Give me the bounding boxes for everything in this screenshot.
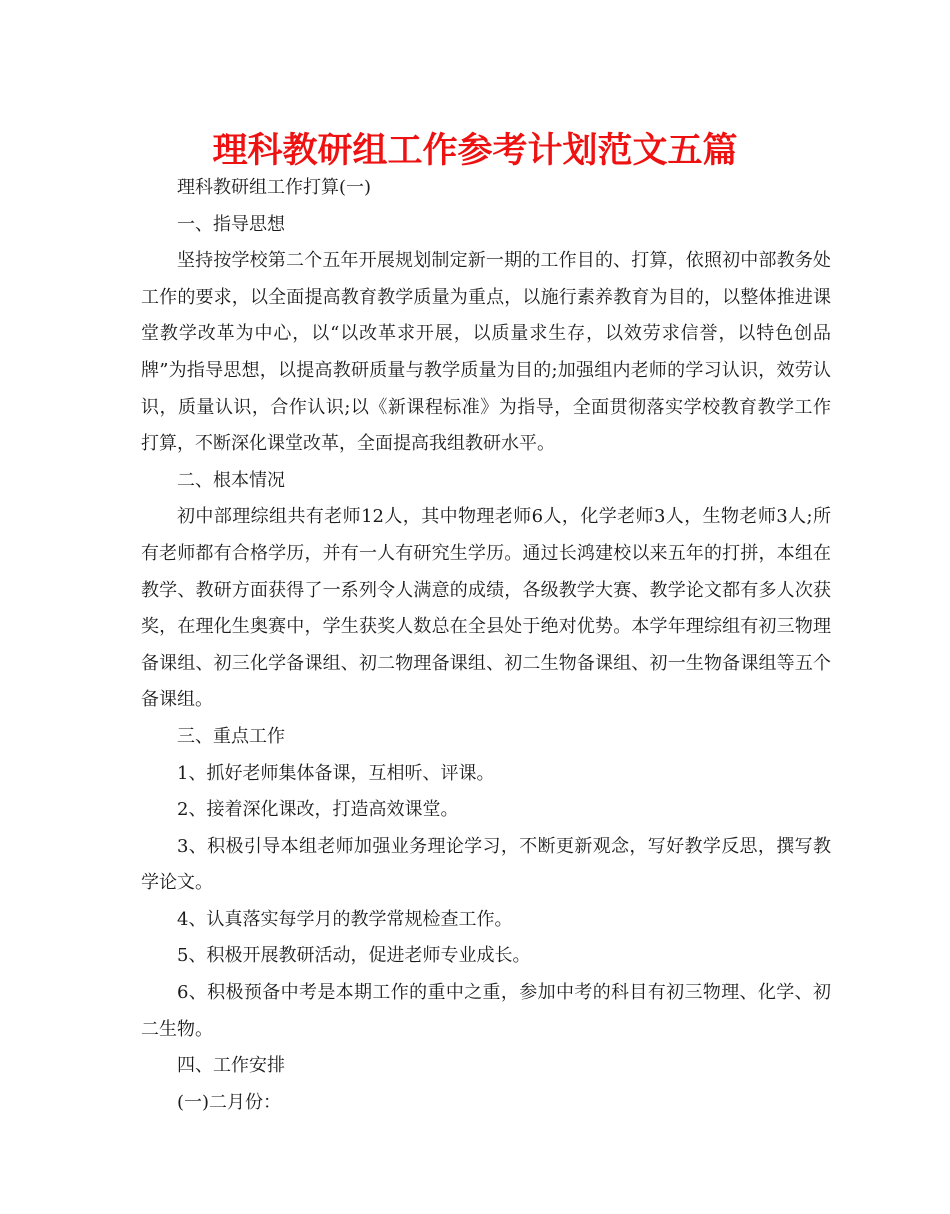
list-item-key-work-4: 4、认真落实每学月的教学常规检查工作。 [177, 908, 513, 930]
list-item-key-work-5: 5、积极开展教研活动，促进老师专业成长。 [177, 945, 531, 967]
section-subtitle: 理科教研组工作打算(一) [177, 177, 372, 198]
document-title: 理科教研组工作参考计划范文五篇 [212, 131, 738, 171]
list-item-key-work-6: 6、积极预备中考是本期工作的重中之重，参加中考的科目有初三物理、化学、初二生物。 [141, 982, 831, 1040]
subsection-heading-february: (一)二月份： [177, 1091, 282, 1113]
section-heading-work-arrangement: 四、工作安排 [177, 1055, 285, 1077]
document-body [141, 170, 831, 1121]
list-item-key-work-1: 1、抓好老师集体备课，互相听、评课。 [177, 762, 495, 784]
paragraph-guiding-ideology: 坚持按学校第二个五年开展规划制定新一期的工作目的、打算，依照初中部教务处工作的要求，以全面提高教育教学质量为重点，以施行素养教育为目的，以整体推进课堂教学改革为中心，以“以改革求开展，以质量求生存，以效劳求信誉，以特色创品牌”为指导思想，以提高教研质量与教学质量为目的;加强组内老师的学习认识，效劳认识，质量认识，合作认识;以《新课程标准》为指导，全面贯彻落实学校教育教学工作打算，不断深化课堂改革，全面提高我组教研水平。 [141, 250, 831, 455]
section-heading-guiding-ideology: 一、指导思想 [177, 213, 285, 235]
paragraph-basic-situation: 初中部理综组共有老师12人，其中物理老师6人，化学老师3人，生物老师3人;所有老师都有合格学历，并有一人有研究生学历。通过长鸿建校以来五年的打拼，本组在教学、教研方面获得了一系列令人满意的成绩，各级教学大赛、教学论文都有多人次获奖，在理化生奥赛中，学生获奖人数总在全县处于绝对优势。本学年理综组有初三物理备课组、初三化学备课组、初二物理备课组、初二生物备课组、初一生物备课组等五个备课组。 [141, 506, 831, 711]
list-item-key-work-2: 2、接着深化课改，打造高效课堂。 [177, 799, 459, 821]
section-heading-key-work: 三、重点工作 [177, 725, 285, 747]
section-heading-basic-situation: 二、根本情况 [177, 469, 285, 491]
list-item-key-work-3: 3、积极引导本组老师加强业务理论学习，不断更新观念，写好教学反思，撰写教学论文。 [141, 835, 831, 894]
